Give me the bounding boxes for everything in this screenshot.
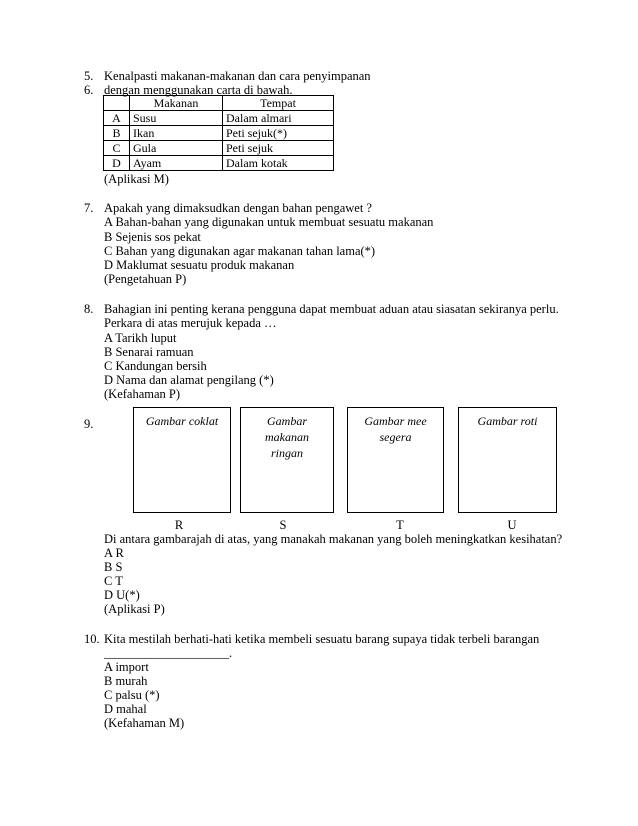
storage-table bbox=[103, 95, 334, 171]
table-cell-food: Ikan bbox=[130, 126, 223, 141]
q9-number: 9. bbox=[84, 417, 94, 431]
table-header-place: Tempat bbox=[223, 96, 334, 111]
picture-letter-t: T bbox=[396, 518, 404, 532]
q8-category: (Kefahaman P) bbox=[104, 387, 181, 401]
q5-number: 5. bbox=[84, 69, 94, 83]
table-cell-letter: C bbox=[104, 141, 130, 156]
q6-text: dengan menggunakan carta di bawah. bbox=[104, 83, 293, 97]
q9-option-c: C T bbox=[104, 574, 123, 588]
table-cell-letter: A bbox=[104, 111, 130, 126]
picture-label-line: ringan bbox=[270, 446, 303, 460]
q10-option-c: C palsu (*) bbox=[104, 688, 160, 702]
table-cell-food: Susu bbox=[130, 111, 223, 126]
q10-text: Kita mestilah berhati-hati ketika membeli sesuatu barang supaya tidak terbeli barangan bbox=[104, 632, 540, 646]
picture-letter-u: U bbox=[507, 518, 517, 532]
table-row bbox=[104, 126, 334, 141]
q8-option-a: A Tarikh luput bbox=[104, 331, 177, 345]
q6-number: 6. bbox=[84, 83, 94, 97]
picture-label-line: Gambar roti bbox=[477, 414, 538, 428]
table-cell-letter: D bbox=[104, 156, 130, 171]
q8-option-d: D Nama dan alamat pengilang (*) bbox=[104, 373, 274, 387]
q10-option-b: B murah bbox=[104, 674, 148, 688]
picture-label-u bbox=[460, 413, 555, 429]
q8-option-b: B Senarai ramuan bbox=[104, 345, 194, 359]
table-header-blank bbox=[104, 96, 130, 111]
q10-option-a: A import bbox=[104, 660, 149, 674]
q7-option-c: C Bahan yang digunakan agar makanan tahan lama(*) bbox=[104, 244, 376, 258]
q7-text: Apakah yang dimaksudkan dengan bahan pengawet ? bbox=[104, 201, 372, 215]
q8-text-line1: Bahagian ini penting kerana pengguna dapat membuat aduan atau siasatan sekiranya perlu. bbox=[104, 302, 559, 316]
q10-option-d: D mahal bbox=[104, 702, 147, 716]
table-row bbox=[104, 111, 334, 126]
q7-category: (Pengetahuan P) bbox=[104, 272, 187, 286]
picture-label-line: Gambar coklat bbox=[145, 414, 219, 428]
q7-number: 7. bbox=[84, 201, 94, 215]
table-cell-food: Gula bbox=[130, 141, 223, 156]
table-cell-letter: B bbox=[104, 126, 130, 141]
picture-label-line: makanan bbox=[265, 430, 309, 444]
table-cell-place: Peti sejuk bbox=[223, 141, 334, 156]
picture-label-r bbox=[135, 413, 229, 429]
q8-text-line2: Perkara di atas merujuk kepada … bbox=[104, 316, 277, 330]
table-header-food: Makanan bbox=[130, 96, 223, 111]
table-row bbox=[104, 156, 334, 171]
q9-text: Di antara gambarajah di atas, yang manakah makanan yang boleh meningkatkan kesihatan? bbox=[104, 532, 563, 546]
picture-label-line: Gambar bbox=[266, 414, 307, 428]
q9-category: (Aplikasi P) bbox=[104, 602, 165, 616]
table-row bbox=[104, 141, 334, 156]
q10-blank: ____________________. bbox=[104, 646, 233, 660]
picture-letter-s: S bbox=[279, 518, 287, 532]
picture-label-t bbox=[349, 413, 442, 445]
q10-category: (Kefahaman M) bbox=[104, 716, 185, 730]
picture-label-line: Gambar mee bbox=[364, 414, 427, 428]
q6-category: (Aplikasi M) bbox=[104, 172, 169, 186]
q9-option-d: D U(*) bbox=[104, 588, 140, 602]
q7-option-d: D Maklumat sesuatu produk makanan bbox=[104, 258, 295, 272]
table-cell-place: Peti sejuk(*) bbox=[223, 126, 334, 141]
q7-option-a: A Bahan-bahan yang digunakan untuk membuat sesuatu makanan bbox=[104, 215, 434, 229]
table-header-row bbox=[104, 96, 334, 111]
q9-option-b: B S bbox=[104, 560, 123, 574]
table-cell-place: Dalam kotak bbox=[223, 156, 334, 171]
table-cell-place: Dalam almari bbox=[223, 111, 334, 126]
picture-letter-r: R bbox=[174, 518, 184, 532]
q8-number: 8. bbox=[84, 302, 94, 316]
q7-option-b: B Sejenis sos pekat bbox=[104, 230, 201, 244]
q9-option-a: A R bbox=[104, 546, 124, 560]
q5-text: Kenalpasti makanan-makanan dan cara penyimpanan bbox=[104, 69, 371, 83]
q8-option-c: C Kandungan bersih bbox=[104, 359, 207, 373]
picture-label-line: segera bbox=[379, 430, 412, 444]
picture-label-s bbox=[242, 413, 332, 461]
q10-number: 10. bbox=[84, 632, 100, 646]
table-cell-food: Ayam bbox=[130, 156, 223, 171]
